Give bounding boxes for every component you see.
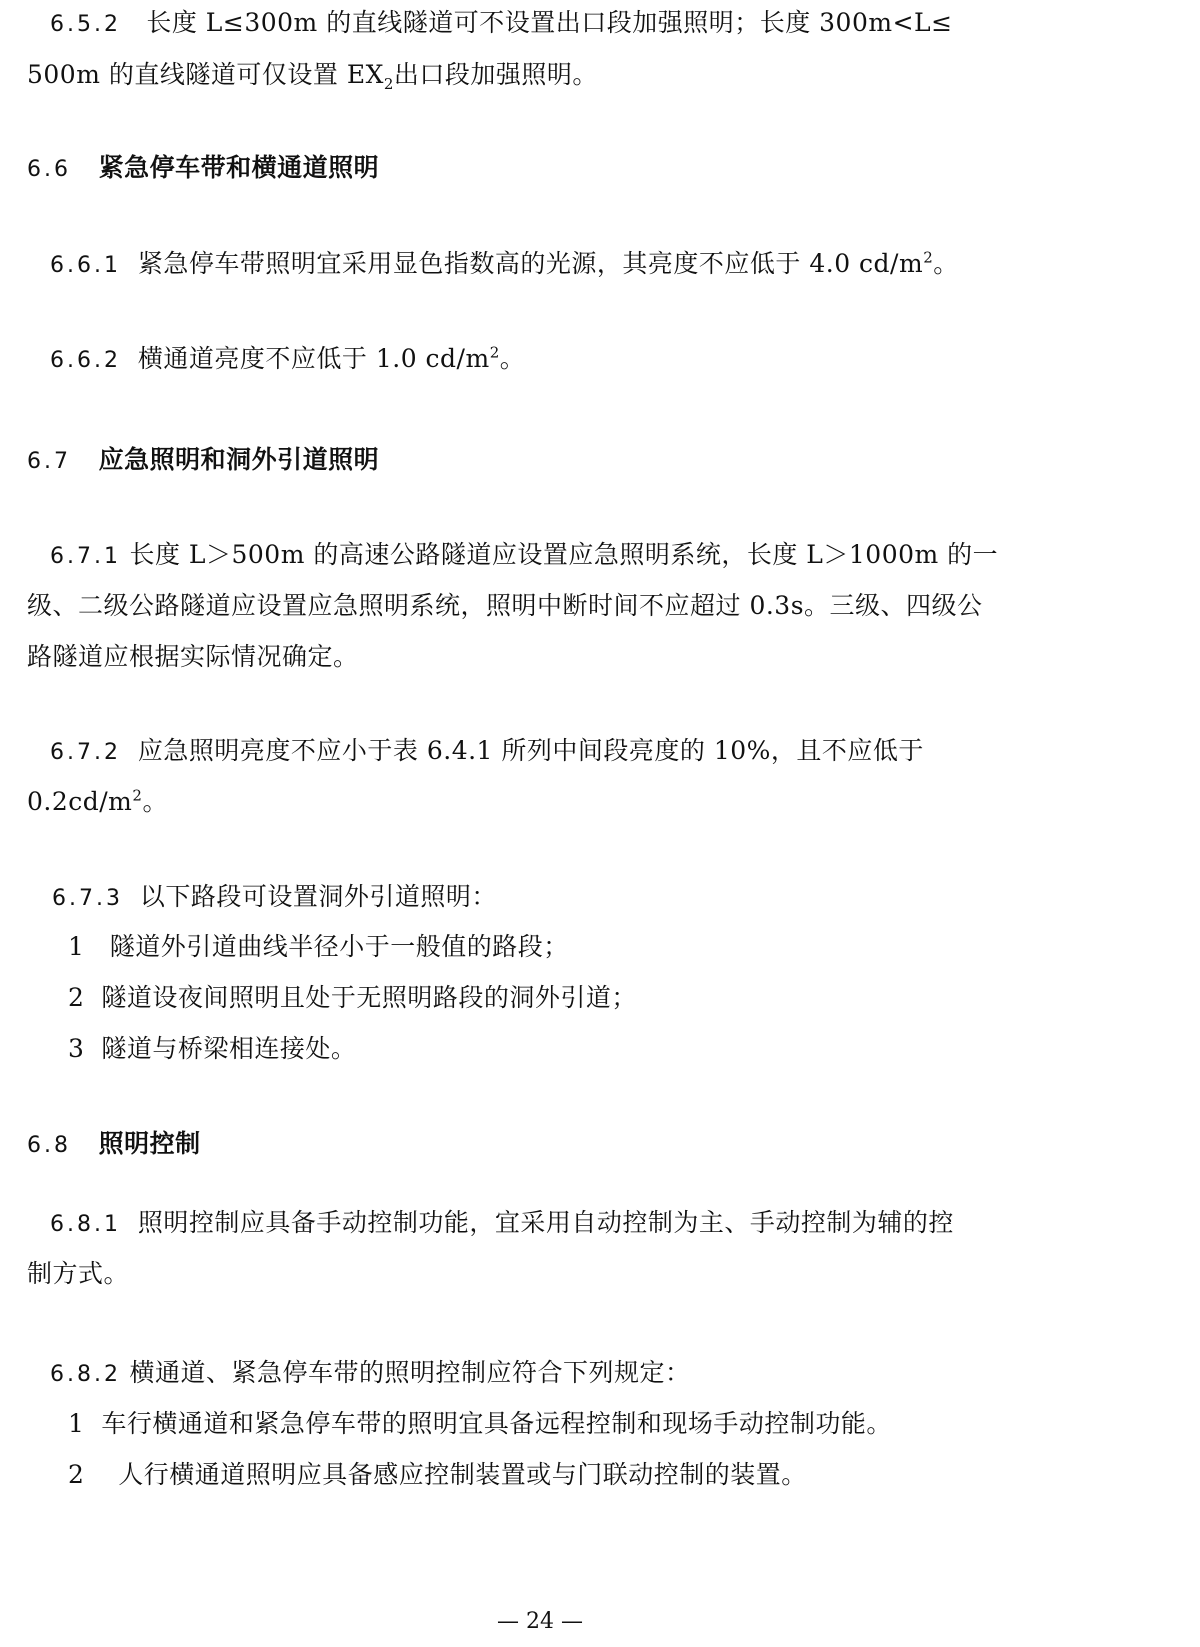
clause-6-7-3 <box>52 880 497 916</box>
clause-text: 照明控制应具备手动控制功能，宜采用自动控制为主、手动控制为辅的控 <box>137 1208 954 1237</box>
clause-number: 6.6.1 <box>50 253 121 278</box>
clause-text: 长度 L≤300m 的直线隧道可不设置出口段加强照明；长度 300m<L≤ <box>146 8 953 37</box>
clause-number: 6.8.1 <box>50 1212 121 1237</box>
list-item <box>68 981 637 1015</box>
list-item-text: 隧道外引道曲线半径小于一般值的路段； <box>109 932 569 961</box>
clause-end: 。 <box>142 787 168 816</box>
clause-text: 路隧道应根据实际情况确定。 <box>27 642 359 671</box>
clause-number: 6.7.3 <box>52 886 123 911</box>
clause-text: 以下路段可设置洞外引道照明： <box>139 882 497 911</box>
clause-number: 6.8.2 <box>50 1362 121 1387</box>
clause-number: 6.5.2 <box>50 12 121 37</box>
superscript: 2 <box>132 786 143 805</box>
clause-6-7-1-line-3 <box>27 640 359 674</box>
clause-text: 紧急停车带照明宜采用显色指数高的光源，其亮度不应低于 4.0 cd/m <box>137 249 924 278</box>
clause-6-7-2-line-2 <box>27 785 168 819</box>
clause-end: 。 <box>499 344 526 373</box>
superscript: 2 <box>923 248 934 267</box>
list-item <box>68 1407 892 1441</box>
list-item-text: 人行横通道照明应具备感应控制装置或与门联动控制的装置。 <box>118 1460 807 1489</box>
clause-text: 制方式。 <box>27 1259 130 1288</box>
clause-6-7-2-line-1 <box>50 734 924 770</box>
clause-6-7-1-line-1 <box>50 538 998 574</box>
section-number: 6.6 <box>27 157 71 182</box>
clause-text: 横通道亮度不应低于 1.0 cd/m <box>137 344 490 373</box>
list-item <box>68 930 569 964</box>
clause-6-5-2-line-1 <box>50 6 953 42</box>
clause-number: 6.7.1 <box>50 544 121 569</box>
page-number: — 24 — <box>497 1609 583 1634</box>
list-item-number: 2 <box>68 983 85 1012</box>
clause-6-8-2 <box>50 1356 690 1392</box>
clause-6-8-1-line-1 <box>50 1206 954 1242</box>
superscript: 2 <box>489 343 500 362</box>
clause-text: 级、二级公路隧道应设置应急照明系统，照明中断时间不应超过 0.3s。三级、四级公 <box>27 591 983 620</box>
list-item-number: 2 <box>68 1460 85 1489</box>
list-item-number: 1 <box>68 932 85 961</box>
list-item-number: 1 <box>68 1409 85 1438</box>
clause-text: 长度 L＞500m 的高速公路隧道应设置应急照明系统，长度 L＞1000m 的一 <box>129 540 999 569</box>
clause-text: 0.2cd/m <box>27 787 133 816</box>
clause-text: 应急照明亮度不应小于表 6.4.1 所列中间段亮度的 10%，且不应低于 <box>137 736 924 765</box>
section-title: 紧急停车带和横通道照明 <box>98 153 380 182</box>
clause-text: 500m 的直线隧道可仅设置 EX <box>27 60 384 89</box>
clause-6-6-2 <box>50 342 525 378</box>
subscript: 2 <box>383 75 394 93</box>
list-item-text: 隧道设夜间照明且处于无照明路段的洞外引道； <box>101 983 637 1012</box>
clause-number: 6.6.2 <box>50 348 121 373</box>
clause-6-6-1 <box>50 247 959 283</box>
list-item <box>68 1458 807 1492</box>
section-heading-6-7 <box>27 443 379 479</box>
section-title: 照明控制 <box>98 1129 201 1158</box>
list-item-text: 车行横通道和紧急停车带的照明宜具备远程控制和现场手动控制功能。 <box>101 1409 892 1438</box>
clause-6-8-1-line-2 <box>27 1257 129 1291</box>
section-heading-6-8 <box>27 1127 201 1163</box>
section-number: 6.8 <box>27 1133 71 1158</box>
list-item-text: 隧道与桥梁相连接处。 <box>101 1034 357 1063</box>
clause-6-5-2-line-2 <box>27 58 598 92</box>
clause-text: 横通道、紧急停车带的照明控制应符合下列规定： <box>129 1358 691 1387</box>
clause-end: 。 <box>933 249 959 278</box>
section-number: 6.7 <box>27 449 71 474</box>
clause-6-7-1-line-2 <box>27 589 983 623</box>
list-item <box>68 1032 356 1066</box>
clause-text: 出口段加强照明。 <box>393 60 598 89</box>
clause-number: 6.7.2 <box>50 740 121 765</box>
section-heading-6-6 <box>27 151 379 187</box>
section-title: 应急照明和洞外引道照明 <box>98 445 380 474</box>
list-item-number: 3 <box>68 1034 85 1063</box>
